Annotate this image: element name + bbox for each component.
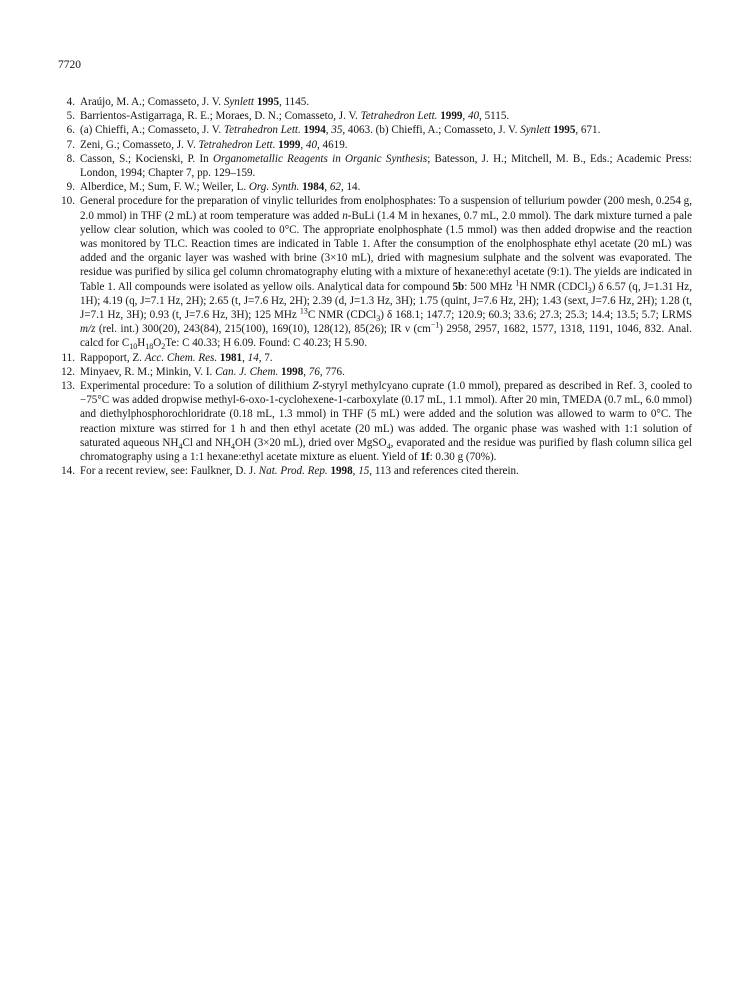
reference-item	[42, 109, 692, 123]
reference-text-segment: , 113 and references cited therein.	[369, 465, 519, 478]
reference-number: 9.	[66, 181, 75, 194]
reference-text-segment: ,	[352, 465, 359, 478]
reference-number: 10.	[61, 195, 75, 208]
reference-item	[42, 138, 692, 152]
reference-text-segment: Minyaev, R. M.; Minkin, V. I.	[80, 365, 216, 378]
reference-text-segment: 1	[515, 277, 520, 287]
reference-text	[80, 95, 692, 109]
reference-text-segment: 62	[329, 181, 341, 194]
reference-text-segment: 18	[145, 342, 154, 352]
reference-text-segment: 5b	[452, 280, 465, 293]
reference-text-segment: ,	[462, 110, 468, 123]
reference-text-segment: O	[153, 337, 162, 350]
reference-text-segment: ,	[303, 365, 309, 378]
reference-text	[80, 194, 692, 350]
reference-text-segment: Tetrahedron Lett.	[198, 138, 276, 151]
reference-text	[80, 365, 692, 379]
reference-text-segment: Rappoport, Z.	[80, 351, 145, 364]
reference-number: 5.	[66, 110, 75, 123]
reference-text-segment: : 0.30 g (70%).	[429, 451, 497, 464]
reference-text-segment: ) 2958, 2957, 1682, 1577, 1318, 1191, 1046, 832. Anal. calcd for C	[80, 323, 692, 350]
reference-text-segment: ; Batesson, J. H.; Mitchell, M. B., Eds.; Academic Press: London, 1994; Chapter 7, pp. 129–159.	[80, 152, 692, 180]
reference-text-segment: H	[137, 337, 146, 350]
reference-text-segment: 1995	[256, 96, 279, 108]
reference-text-segment: Org. Synth.	[248, 181, 300, 194]
reference-text-segment: 40	[305, 138, 317, 151]
reference-text	[80, 109, 692, 123]
reference-item	[42, 95, 692, 109]
reference-text	[80, 152, 692, 180]
reference-text-segment: , 5115.	[479, 110, 510, 123]
reference-number: 8.	[66, 152, 75, 165]
reference-text	[80, 351, 692, 365]
reference-number: 7.	[66, 138, 75, 151]
reference-text-segment: , 4063. (b) Chieffi, A.; Comasseto, J. V.	[342, 124, 521, 137]
reference-text-segment: 1995	[553, 124, 576, 137]
reference-number: 11.	[61, 351, 75, 364]
reference-text-segment: 76	[308, 365, 320, 378]
reference-number: 12.	[61, 365, 75, 378]
reference-text-segment: n	[342, 209, 348, 222]
reference-text-segment: Alberdice, M.; Sum, F. W.; Weiler, L.	[80, 181, 249, 194]
reference-text-segment: 35	[331, 124, 343, 137]
reference-text-segment: Tetrahedron Lett.	[223, 124, 301, 137]
reference-text-segment: Cl and NH	[182, 436, 231, 449]
reference-text-segment: 4	[178, 442, 183, 452]
reference-text-segment: , 776.	[319, 365, 345, 378]
reference-text-segment: m/z	[80, 323, 96, 336]
reference-text-segment: Organometallic Reagents in Organic Synthesis	[213, 152, 428, 165]
reference-text-segment: (rel. int.) 300(20), 243(84), 215(100), 169(10), 128(12), 85(26); IR ν (cm	[95, 323, 431, 336]
reference-text-segment: , evaporated and the residue was purified by flash column silica gel chromatography using a 1:1 hexane:ethyl acetate mixture as eluent. Yield of	[80, 436, 692, 464]
reference-text-segment: Casson, S.; Kocienski, P. In	[80, 152, 214, 165]
page-number: 7720	[58, 59, 81, 71]
reference-text-segment: Araújo, M. A.; Comasseto, J. V.	[80, 96, 224, 108]
reference-text-segment: For a recent review, see: Faulkner, D. J.	[80, 465, 259, 478]
reference-number: 6.	[66, 124, 75, 137]
reference-text-segment: 1998	[281, 365, 304, 378]
reference-item	[42, 464, 692, 478]
reference-item	[42, 365, 692, 379]
reference-text-segment: 1981	[219, 351, 243, 364]
reference-item	[42, 379, 692, 464]
reference-text-segment: Experimental procedure: To a solution of dilithium	[80, 380, 313, 393]
reference-text-segment: , 4619.	[317, 138, 348, 151]
reference-text-segment: 10	[129, 342, 138, 352]
reference-text-segment: ,	[300, 138, 306, 151]
reference-text-segment: ) δ 168.1; 147.7; 120.9; 60.3; 33.6; 27.3; 25.3; 14.4; 13.5; 5.7; LRMS	[380, 309, 692, 322]
reference-number: 4.	[66, 96, 75, 108]
reference-text-segment: 13	[299, 306, 308, 316]
reference-text	[80, 464, 692, 478]
reference-text-segment: −1	[430, 320, 440, 330]
reference-text-segment: Zeni, G.; Comasseto, J. V.	[80, 138, 199, 151]
reference-text-segment: : 500 MHz	[464, 280, 516, 293]
reference-text-segment: Can. J. Chem.	[215, 365, 279, 378]
reference-text-segment: 4	[386, 442, 391, 452]
reference-text-segment: ,	[324, 181, 330, 194]
reference-text-segment: (a) Chieffi, A.; Comasseto, J. V.	[80, 124, 224, 137]
reference-item	[42, 152, 692, 180]
reference-text-segment: Te: C 40.33; H 6.09. Found: C 40.23; H 5.90.	[165, 337, 367, 350]
reference-text-segment: General procedure for the preparation of vinylic tellurides from enolphosphates: To a suspension of tellurium powder (200 mesh, 0.254 g, 2.0 mmol) in THF (2 mL) at room temperature was added	[80, 195, 692, 222]
reference-text-segment: OH (3×20 mL), dried over MgSO	[234, 436, 387, 449]
reference-text-segment: 40	[467, 110, 480, 123]
reference-text-segment: , 7.	[258, 351, 273, 364]
reference-text-segment: ,	[242, 351, 248, 364]
reference-text-segment: -BuLi (1.4 M in hexanes, 0.7 mL, 2.0 mmol). The dark mixture turned a pale yellow clear solution, which was cooled to 0°C. The appropriate enolphosphate (1.5 mmol) was then added dropwise and the reaction was monitored by TLC. Reaction times are indicated in Table 1. After the consumption of the enolphosphate ethyl acetate (20 mL) was added and the organic layer was washed with brine (3×10 mL), dried with magnesium sulphate and the solvent was evaporated. The residue was purified by silica gel column chromatography eluting with a mixture of hexane:ethyl acetate (9:1). The yields are indicated in Table 1. All compounds were isolated as yellow oils. Analytical data for compound	[80, 209, 692, 293]
reference-number: 14.	[61, 465, 75, 478]
reference-text	[80, 123, 692, 137]
reference-text-segment: -styryl methylcyano cuprate (1.0 mmol), prepared as described in Ref. 3, cooled to −75°C was added dropwise methyl-6-oxo-1-cyclohexene-1-carboxylate (0.17 mL, 1.1 mmol). After 20 min, TMEDA (0.7 mL, 6.0 mmol) and diethylphosphorochloridrate (0.18 mL, 1.3 mmol) in THF (5 mL) were added and the solution was allowed to warm to 0°C. The reaction mixture was stirred for 1 h and then ethyl acetate (20 mL) was added. The organic phase was washed with 1:1 solution of saturated aqueous NH	[80, 380, 692, 449]
reference-text	[80, 180, 692, 194]
reference-text-segment: 4	[230, 442, 235, 452]
reference-text-segment: 15	[358, 465, 370, 478]
reference-text-segment: 1f	[420, 451, 430, 464]
reference-text-segment: Synlett	[223, 96, 255, 108]
reference-text-segment: Z	[312, 380, 319, 393]
reference-text	[80, 138, 692, 152]
reference-text-segment: ,	[325, 124, 332, 137]
reference-text-segment: 1999	[440, 110, 463, 123]
reference-text-segment: 1984	[302, 181, 325, 194]
reference-text-segment: Synlett	[520, 124, 551, 137]
reference-item	[42, 180, 692, 194]
reference-text-segment: 14	[247, 351, 259, 364]
reference-number: 13.	[61, 380, 75, 393]
reference-text-segment: 3	[587, 285, 592, 295]
reference-text-segment: 1999	[278, 138, 301, 151]
reference-text	[80, 379, 692, 464]
reference-text-segment: Tetrahedron Lett.	[360, 110, 438, 123]
reference-item	[42, 194, 692, 350]
reference-text-segment: C NMR (CDCl	[307, 309, 377, 322]
reference-text-segment: Nat. Prod. Rep.	[258, 465, 328, 478]
reference-text-segment: , 14.	[340, 181, 361, 194]
reference-list	[42, 95, 692, 478]
reference-text-segment: , 671.	[575, 124, 601, 137]
reference-text-segment: 1994	[303, 124, 326, 137]
reference-text-segment: 3	[376, 314, 381, 324]
reference-text-segment: Barrientos-Astigarraga, R. E.; Moraes, D. N.; Comasseto, J. V.	[80, 110, 361, 123]
reference-text-segment: 1998	[330, 465, 353, 478]
reference-item	[42, 123, 692, 137]
reference-text-segment: ) δ 6.57 (q, J=1.31 Hz, 1H); 4.19 (q, J=7.1 Hz, 2H); 2.65 (t, J=7.6 Hz, 2H); 2.39 (d, J=1.3 Hz, 3H); 1.75 (quint, J=7.6 Hz, 2H); 1.43 (sext, J=7.6 Hz, 2H); 1.28 (t, J=7.1 Hz, 3H); 0.93 (t, J=7.6 Hz, 3H); 125 MHz	[80, 280, 692, 322]
reference-text-segment: 2	[161, 342, 166, 352]
reference-text-segment: H NMR (CDCl	[519, 280, 588, 293]
reference-item	[42, 351, 692, 365]
reference-text-segment: , 1145.	[279, 96, 310, 108]
reference-text-segment: Acc. Chem. Res.	[144, 351, 218, 364]
